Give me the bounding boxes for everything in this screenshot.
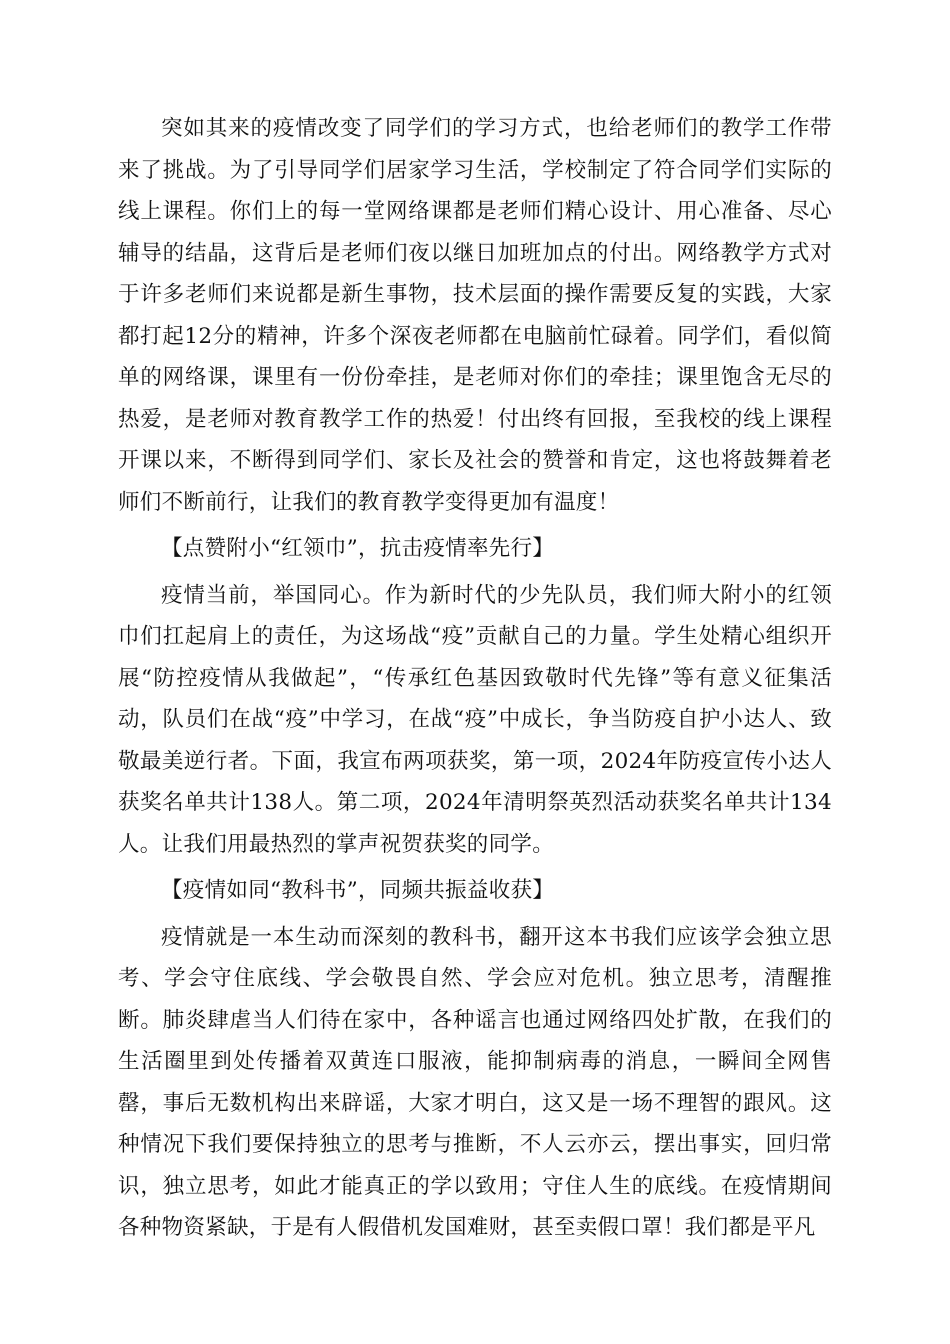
section-heading-textbook: 【疫情如同“教科书”，同频共振益收获】 (161, 878, 555, 903)
document-page (118, 108, 832, 1249)
section-heading-red-scarf: 【点赞附小“红领巾”，抗击疫情率先行】 (161, 536, 555, 561)
body-paragraph-independent-thinking: 疫情就是一本生动而深刻的教科书，翻开这本书我们应该学会独立思考、学会守住底线、学会敬畏自然、学会应对危机。独立思考，清醒推断。肺炎肆虐当人们待在家中，各种谣言也通过网络四处扩散，在我们的生活圈里到处传播着双黄连口服液，能抑制病毒的消息，一瞬间全网售罄，事后无数机构出来辟谣，大家才明白，这又是一场不理智的跟风。这种情况下我们要保持独立的思考与推断，不人云亦云，摆出事实，回归常识，独立思考，如此才能真正的学以致用；守住人生的底线。在疫情期间各种物资紧缺，于是有人假借机发国难财，甚至卖假口罩！我们都是平凡 (118, 924, 832, 1240)
body-paragraph-young-pioneers: 疫情当前，举国同心。作为新时代的少先队员，我们师大附小的红领巾们扛起肩上的责任，为这场战“疫”贡献自己的力量。学生处精心组织开展“防控疫情从我做起”，“传承红色基因致敬时代先锋”等有意义征集活动，队员们在战“疫”中学习，在战“疫”中成长，争当防疫自护小达人、致敬最美逆行者。下面，我宣布两项获奖，第一项，2024年防疫宣传小达人获奖名单共计138人。第二项，2024年清明祭英烈活动获奖名单共计134人。让我们用最热烈的掌声祝贺获奖的同学。 (118, 582, 832, 857)
body-paragraph-online-teaching: 突如其来的疫情改变了同学们的学习方式，也给老师们的教学工作带来了挑战。为了引导同学们居家学习生活，学校制定了符合同学们实际的线上课程。你们上的每一堂网络课都是老师们精心设计、用心准备、尽心辅导的结晶，这背后是老师们夜以继日加班加点的付出。网络教学方式对于许多老师们来说都是新生事物，技术层面的操作需要反复的实践，大家都打起12分的精神，许多个深夜老师都在电脑前忙碌着。同学们，看似简单的网络课，课里有一份份牵挂，是老师对你们的牵挂；课里饱含无尽的热爱，是老师对教育教学工作的热爱！付出终有回报，至我校的线上课程开课以来，不断得到同学们、家长及社会的赞誉和肯定，这也将鼓舞着老师们不断前行，让我们的教育教学变得更加有温度！ (118, 116, 832, 515)
